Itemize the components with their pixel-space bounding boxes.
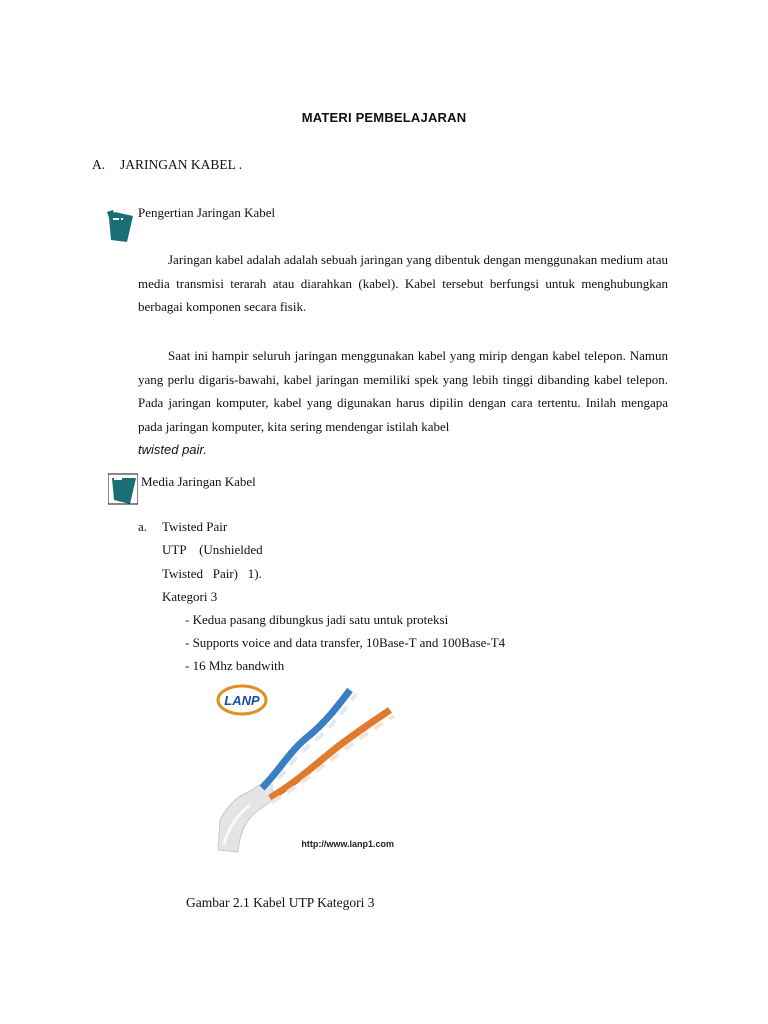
- list-item-a: [138, 519, 227, 535]
- kategori-label: Kategori 3: [162, 589, 218, 604]
- teal-bullet-icon: [108, 472, 138, 506]
- logo-text: LANP: [224, 693, 260, 708]
- utp-line-1: UTP (Unshielded: [162, 542, 263, 557]
- bullet-item: - Kedua pasang dibungkus jadi satu untuk proteksi: [185, 612, 449, 627]
- teal-bullet-icon: [107, 210, 135, 244]
- term-twisted-pair: twisted pair.: [138, 442, 207, 457]
- list-item-label: Twisted Pair: [162, 519, 228, 534]
- utp-line-2: Twisted Pair) 1).: [162, 566, 262, 581]
- utp-cable-image: [210, 680, 398, 858]
- image-url-text: http://www.lanp1.com: [301, 839, 394, 849]
- paragraph-2: [138, 344, 668, 462]
- list-letter: a.: [138, 519, 148, 534]
- paragraph-2-text: Saat ini hampir seluruh jaringan menggunakan kabel yang mirip dengan kabel telepon. Namun yang perlu digaris-bawahi, kabel jaringan memiliki spek yang lebih tinggi dibanding kabel telepon. Pada jaringan komputer, kabel yang digunakan harus dipilin dengan cara tertentu. Inilah mengapa pada jaringan komputer, kita sering mendengar istilah kabel: [138, 348, 668, 434]
- paragraph-1: [138, 248, 668, 319]
- page-title: MATERI PEMBELAJARAN: [301, 110, 467, 125]
- figure-caption: Gambar 2.1 Kabel UTP Kategori 3: [186, 895, 375, 910]
- paragraph-1-text: Jaringan kabel adalah adalah sebuah jaringan yang dibentuk dengan menggunakan medium atau media transmisi terarah atau diarahkan (kabel). Kabel tersebut berfungsi untuk menghubungkan berbagai komponen secara fisik.: [138, 252, 668, 314]
- section-heading-a: [92, 157, 242, 173]
- bullet-item: - Supports voice and data transfer, 10Base-T and 100Base-T4: [185, 635, 506, 650]
- section-label: JARINGAN KABEL .: [120, 157, 243, 172]
- bullet-item: - 16 Mhz bandwith: [185, 658, 285, 673]
- subsection-heading-1: Pengertian Jaringan Kabel: [138, 205, 276, 220]
- section-letter: A.: [92, 157, 106, 172]
- subsection-heading-2: Media Jaringan Kabel: [141, 474, 256, 489]
